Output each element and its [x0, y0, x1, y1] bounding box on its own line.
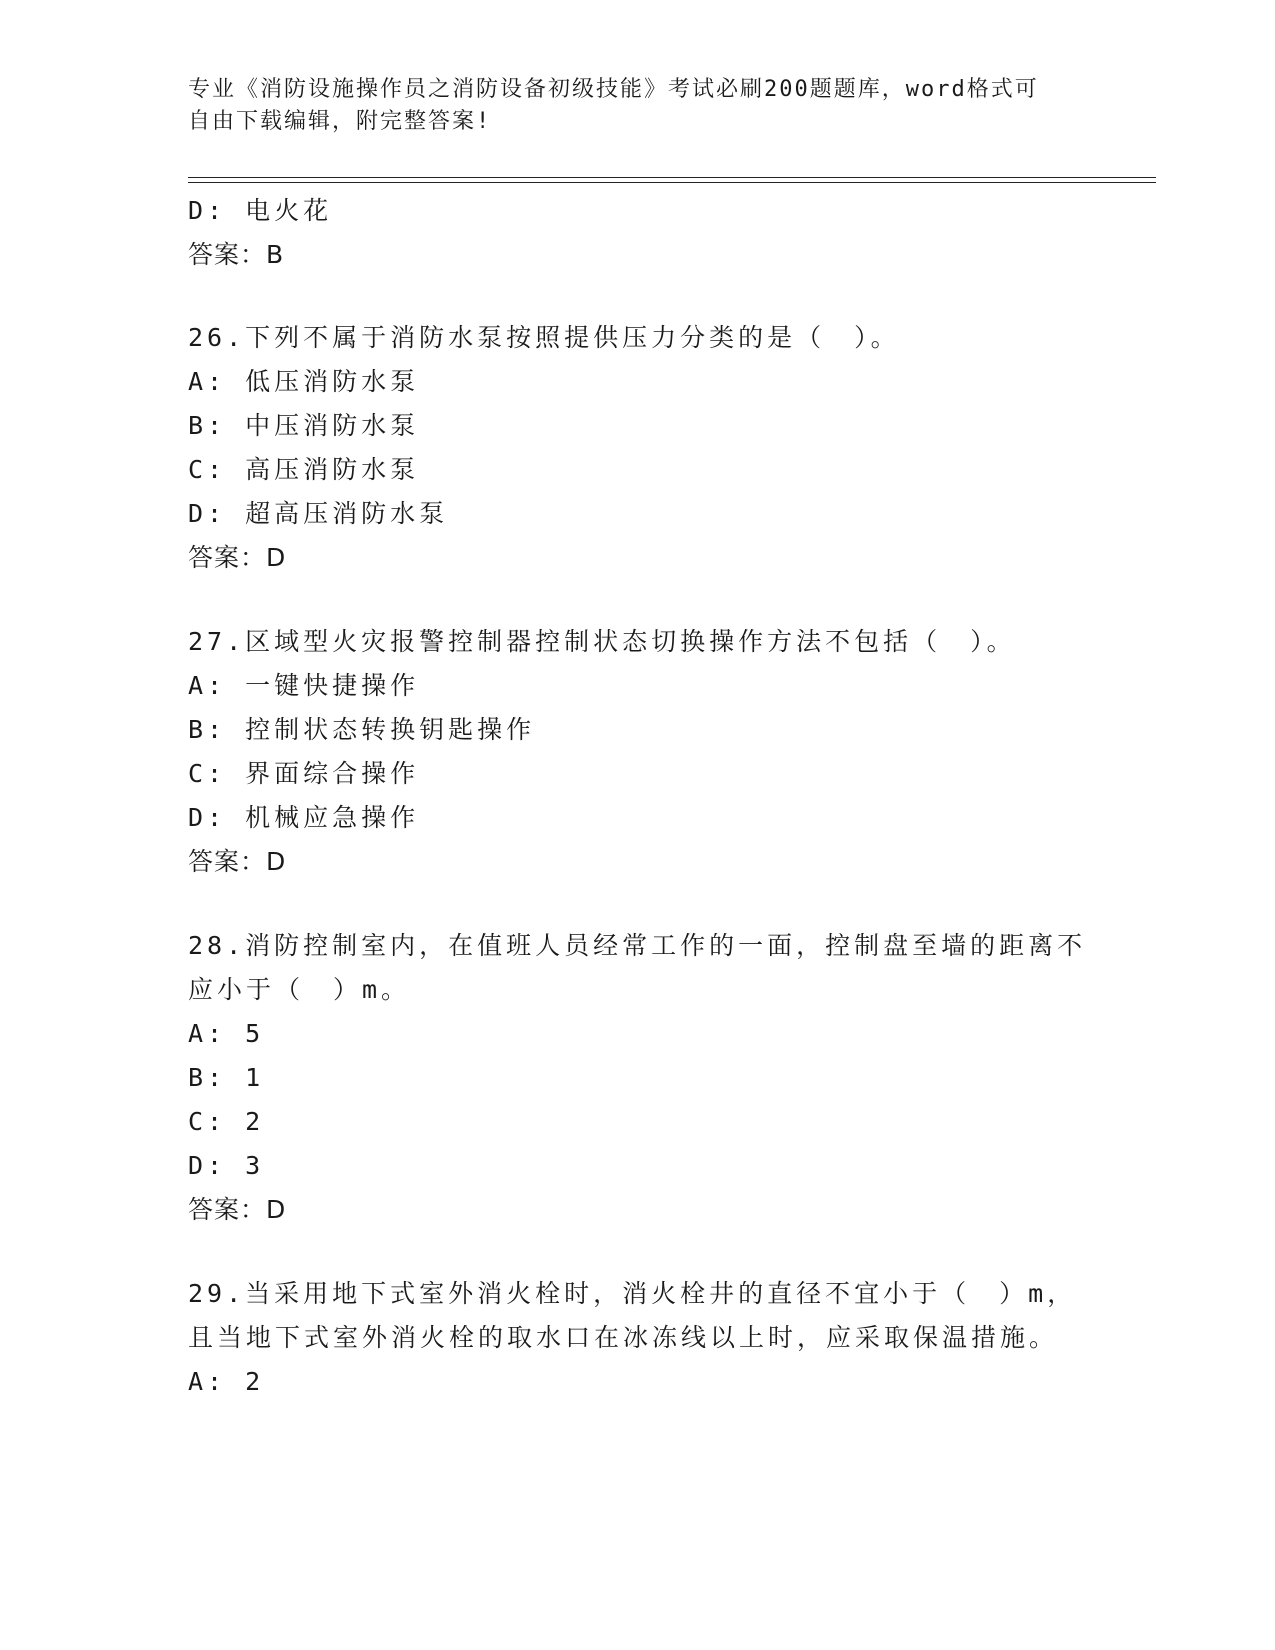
option-27-b: B: 控制状态转换钥匙操作 [188, 715, 536, 744]
header-divider-bottom [188, 182, 1156, 183]
answer-28: 答案：D [188, 1195, 287, 1224]
answer-26: 答案：D [188, 543, 287, 572]
option-26-d: D: 超高压消防水泵 [188, 499, 449, 528]
option-29-a: A: 2 [188, 1367, 265, 1396]
question-28: 28.消防控制室内，在值班人员经常工作的一面，控制盘至墙的距离不 [188, 931, 1087, 960]
option-28-b: B: 1 [188, 1063, 265, 1092]
option-27-a: A: 一键快捷操作 [188, 671, 420, 700]
option-28-a: A: 5 [188, 1019, 265, 1048]
header-line-1: 专业《消防设施操作员之消防设备初级技能》考试必刷200题题库，word格式可 [188, 77, 1039, 102]
answer-27: 答案：D [188, 847, 287, 876]
answer-25: 答案：B [188, 240, 285, 269]
question-29: 29.当采用地下式室外消火栓时，消火栓井的直径不宜小于（ ）m， [188, 1279, 1077, 1308]
question-28-cont: 应小于（ ）m。 [188, 975, 411, 1004]
option-28-c: C: 2 [188, 1107, 265, 1136]
option-26-c: C: 高压消防水泵 [188, 455, 420, 484]
option-25-d: D: 电火花 [188, 196, 333, 225]
document-header [188, 74, 1068, 138]
option-27-c: C: 界面综合操作 [188, 759, 420, 788]
option-26-b: B: 中压消防水泵 [188, 411, 420, 440]
header-divider-top [188, 177, 1156, 178]
option-27-d: D: 机械应急操作 [188, 803, 420, 832]
option-26-a: A: 低压消防水泵 [188, 367, 420, 396]
option-28-d: D: 3 [188, 1151, 265, 1180]
question-29-cont: 且当地下式室外消火栓的取水口在冰冻线以上时，应采取保温措施。 [188, 1323, 1059, 1352]
question-26: 26.下列不属于消防水泵按照提供压力分类的是（ ）。 [188, 323, 900, 352]
header-line-2: 自由下载编辑，附完整答案! [188, 109, 492, 134]
question-27: 27.区域型火灾报警控制器控制状态切换操作方法不包括（ ）。 [188, 627, 1016, 656]
